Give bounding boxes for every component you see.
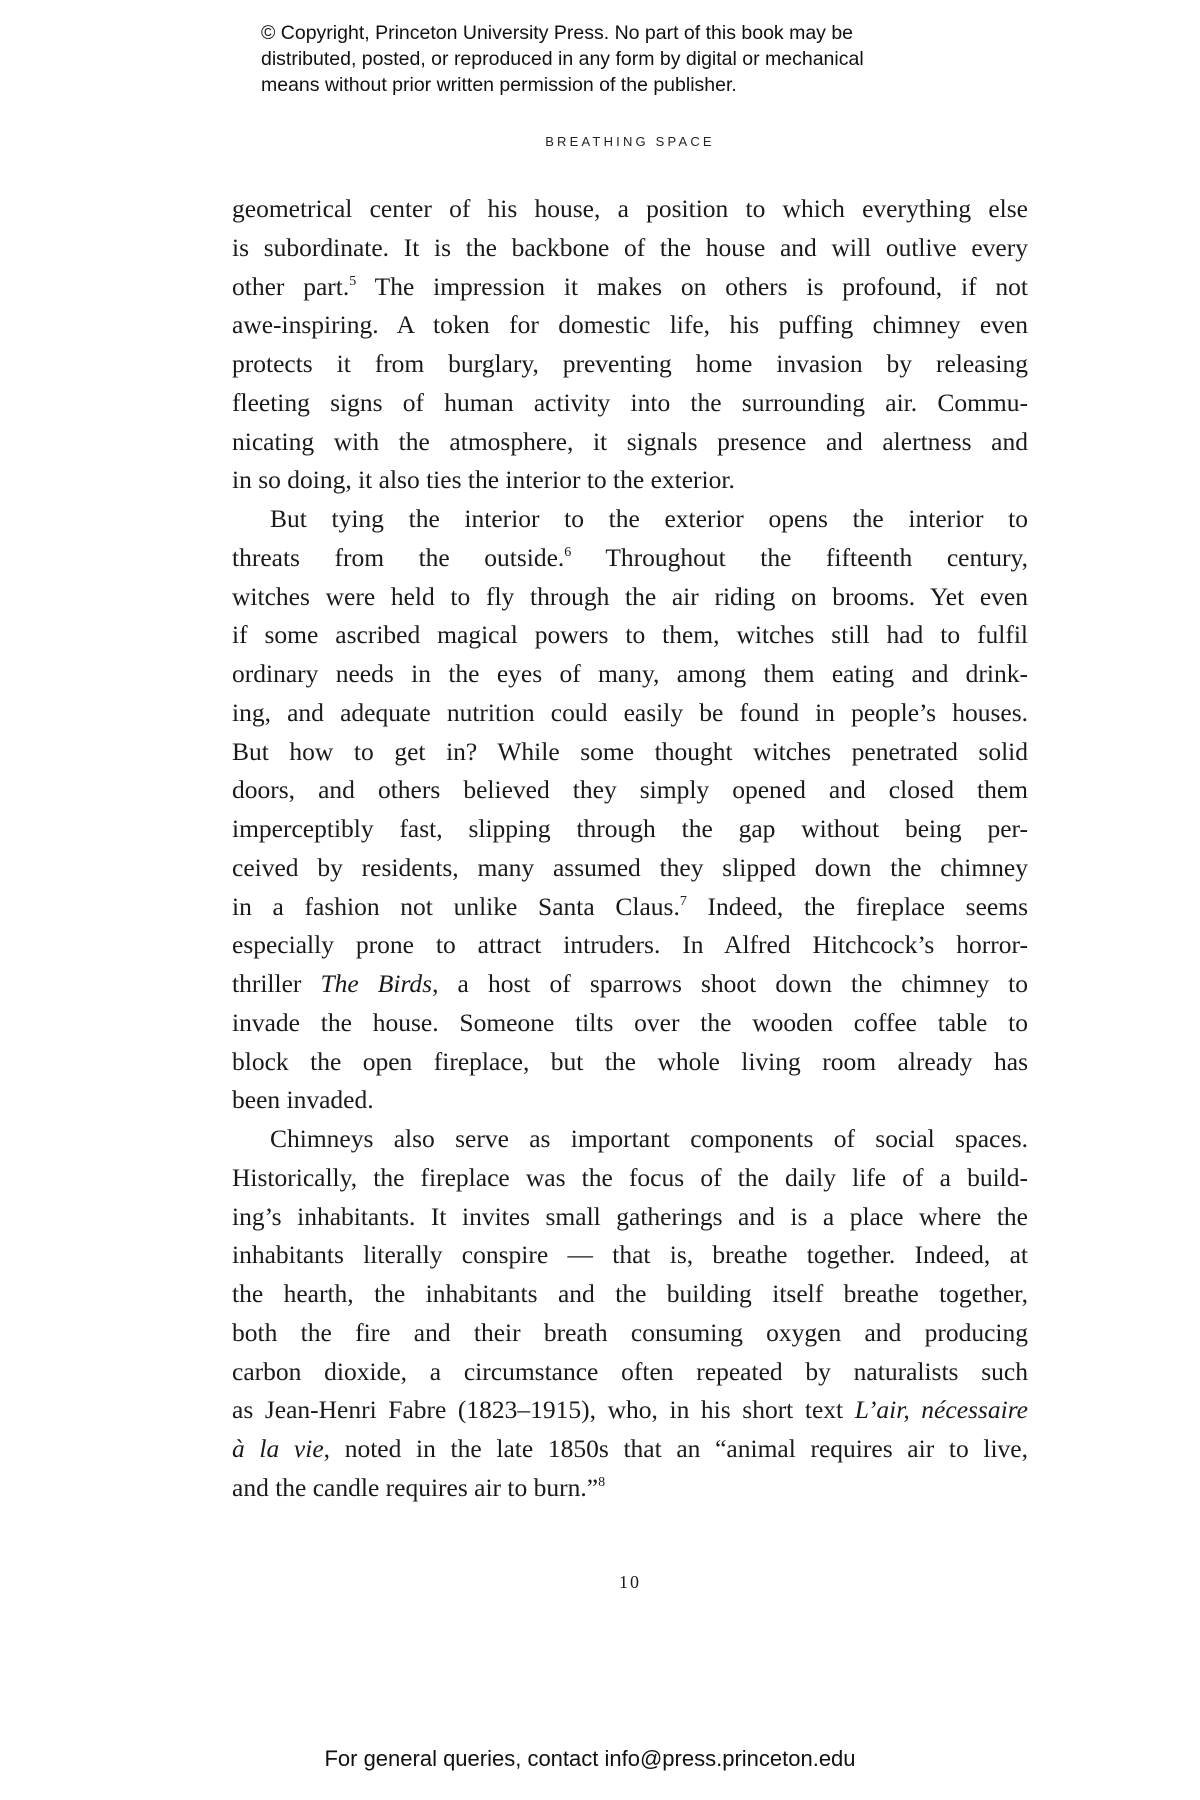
text-line — [232, 1004, 1028, 1043]
text-line — [232, 190, 1028, 229]
text-line — [232, 578, 1028, 617]
text-segment: in so doing, it also ties the interior to the exterior. — [232, 465, 735, 495]
text-segment: , noted in the late 1850s that an “animal requires air to live, — [323, 1434, 1028, 1463]
text-line — [232, 1081, 1028, 1120]
text-segment: thriller — [232, 969, 321, 998]
copyright-line: © Copyright, Princeton University Press. No part of this book may be — [261, 22, 854, 44]
text-segment: But how to get in? While some thought witches penetrated solid — [232, 736, 1028, 766]
text-line — [232, 810, 1028, 849]
text-segment: ing, and adequate nutrition could easily be found in people’s houses. — [232, 697, 1028, 727]
text-line — [232, 1198, 1028, 1237]
text-line — [232, 384, 1028, 423]
copyright-line: means without prior written permission of the publisher. — [261, 74, 737, 96]
text-line — [232, 655, 1028, 694]
text-line — [232, 268, 1028, 307]
text-segment: invade the house. Someone tilts over the wooden coffee table to — [232, 1007, 1028, 1037]
text-segment: if some ascribed magical powers to them, witches still had to fulfil — [232, 620, 1028, 650]
text-segment: witches were held to fly through the air riding on brooms. Yet even — [232, 581, 1028, 611]
text-line — [232, 461, 1028, 500]
text-line — [232, 539, 1028, 578]
text-line — [232, 423, 1028, 462]
text-line — [232, 771, 1028, 810]
footnote-ref: 5 — [349, 273, 357, 289]
text-segment: geometrical center of his house, a position to which everything else — [232, 194, 1028, 223]
text-line — [232, 1430, 1028, 1469]
text-line — [232, 965, 1028, 1004]
page-number: 10 — [619, 1572, 641, 1592]
text-segment: and the candle requires air to burn.” — [232, 1472, 599, 1502]
text-segment: threats from the outside. — [232, 542, 565, 572]
text-segment: nicating with the atmosphere, it signals presence and alertness and — [232, 426, 1028, 456]
text-line — [232, 1353, 1028, 1392]
text-segment: fleeting signs of human activity into the surrounding air. Commu- — [232, 387, 1028, 417]
text-line — [232, 616, 1028, 655]
text-segment: protects it from burglary, preventing home invasion by releasing — [232, 349, 1028, 378]
text-segment: doors, and others believed they simply opened and closed them — [232, 775, 1028, 805]
text-line — [232, 1469, 1028, 1508]
text-segment: inhabitants literally conspire — that is, breathe together. Indeed, at — [232, 1240, 1028, 1270]
text-segment: especially prone to attract intruders. In Alfred Hitchcock’s horror- — [232, 930, 1028, 960]
text-segment: Indeed, the fireplace seems — [686, 891, 1029, 921]
text-line — [232, 1043, 1028, 1082]
running-head: BREATHING SPACE — [545, 134, 715, 149]
text-line — [232, 926, 1028, 965]
text-segment: in a fashion not unlike Santa Claus. — [232, 891, 680, 921]
text-segment: other part. — [232, 271, 350, 301]
footnote-ref: 8 — [598, 1474, 606, 1490]
text-line — [232, 306, 1028, 345]
text-segment: carbon dioxide, a circumstance often repeated by naturalists such — [232, 1356, 1028, 1386]
text-segment: the hearth, the inhabitants and the building itself breathe together, — [232, 1279, 1028, 1308]
footer-contact: For general queries, contact info@press.princeton.edu — [324, 1746, 856, 1771]
text-segment: ceived by residents, many assumed they slipped down the chimney — [232, 852, 1028, 882]
text-segment: Historically, the fireplace was the focus of the daily life of a build- — [232, 1162, 1028, 1192]
text-line — [232, 229, 1028, 268]
text-segment: ordinary needs in the eyes of many, among them eating and drink- — [232, 659, 1028, 688]
text-line — [232, 849, 1028, 888]
text-segment: Throughout the fifteenth century, — [571, 542, 1028, 572]
text-line — [232, 1314, 1028, 1353]
text-segment: Chimneys also serve as important components of social spaces. — [270, 1124, 1028, 1153]
text-segment: as Jean-Henri Fabre (1823–1915), who, in his short text — [232, 1395, 855, 1425]
text-segment: , a host of sparrows shoot down the chimney to — [432, 969, 1028, 998]
text-line — [232, 1275, 1028, 1314]
italic-text: The Birds — [320, 969, 433, 998]
text-line — [232, 1391, 1028, 1430]
text-line — [232, 733, 1028, 772]
text-segment: imperceptibly fast, slipping through the gap without being per- — [232, 814, 1028, 843]
copyright-line: distributed, posted, or reproduced in any form by digital or mechanical — [261, 48, 864, 70]
italic-text: L’air, nécessaire — [854, 1395, 1028, 1425]
text-line — [232, 345, 1028, 384]
text-segment: been invaded. — [232, 1085, 374, 1115]
text-segment: awe-inspiring. A token for domestic life, his puffing chimney even — [232, 310, 1028, 340]
italic-text: à la vie — [232, 1434, 324, 1463]
text-segment: The impression it makes on others is profound, if not — [356, 271, 1028, 301]
text-line — [232, 500, 1028, 539]
body-text — [232, 190, 1028, 1508]
footnote-ref: 7 — [679, 893, 687, 909]
text-line — [232, 694, 1028, 733]
text-line — [232, 1159, 1028, 1198]
text-line — [232, 1120, 1028, 1159]
text-segment: both the fire and their breath consuming oxygen and producing — [232, 1317, 1028, 1347]
footnote-ref: 6 — [564, 544, 572, 560]
text-segment: is subordinate. It is the backbone of the house and will outlive every — [232, 232, 1028, 262]
text-segment: ing’s inhabitants. It invites small gatherings and is a place where the — [232, 1201, 1028, 1231]
text-segment: block the open fireplace, but the whole living room already has — [232, 1046, 1028, 1076]
text-segment: But tying the interior to the exterior opens the interior to — [270, 504, 1028, 533]
copyright-notice — [261, 20, 864, 98]
text-line — [232, 888, 1028, 927]
text-line — [232, 1236, 1028, 1275]
